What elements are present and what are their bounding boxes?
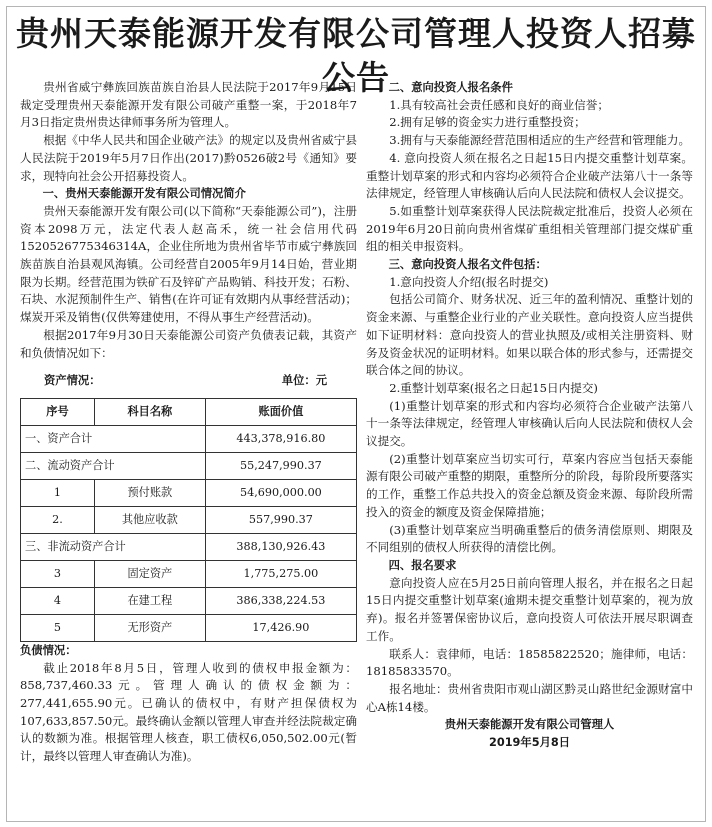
table-row (21, 479, 357, 506)
table-row (21, 425, 357, 452)
notice-title: 贵州天泰能源开发有限公司管理人投资人招募公告 (16, 14, 696, 97)
document-item-body: (2)重整计划草案应当切实可行，草案内容应当包括天泰能源有限公司破产重整的期限，重整所分的阶段，每阶段所要落实的工作，重整工作总共投入的资金总额及资金来源、每阶段所需投入的资金的额度及资金保障措施； (366, 451, 693, 519)
right-column (366, 79, 693, 752)
row-name: 无形资产 (94, 614, 205, 641)
signature-date: 2019年5月8日 (488, 736, 571, 750)
address-paragraph: 报名地址：贵州省贵阳市观山湖区黔灵山路世纪金源财富中心A栋14楼。 (366, 681, 693, 714)
row-name: 固定资产 (94, 560, 205, 587)
column-header-no: 序号 (21, 398, 95, 425)
row-value: 557,990.37 (205, 506, 356, 533)
condition-item: 1.具有较高社会责任感和良好的商业信誉； (389, 97, 609, 112)
document-item-body: (1)重整计划草案的形式和内容均必须符合企业破产法第八十一条等法律规定，经管理人审核确认后向人民法院和债权人会议提交。 (366, 398, 693, 449)
condition-item: 4. 意向投资人须在报名之日起15日内提交重整计划草案。重整计划草案的形式和内容均必须符合企业破产法第八十一条等法律规定，经管理人审核确认后向人民法院和债权人会议提交。 (366, 150, 693, 201)
table-row (21, 587, 357, 614)
asset-table-caption (20, 372, 357, 390)
table-row (21, 506, 357, 533)
asset-label: 资产情况： (44, 374, 101, 388)
section-heading-requirements: 四、报名要求 (388, 558, 457, 572)
row-value: 55,247,990.37 (205, 452, 356, 479)
left-column (20, 79, 357, 766)
row-number: 1 (21, 479, 95, 506)
condition-item: 2.拥有足够的资金实力进行重整投资； (389, 115, 586, 130)
document-item-body: (3)重整计划草案应当明确重整后的债务清偿原则、期限及不同组别的债权人所获得的清偿比例。 (366, 522, 693, 555)
condition-item: 5.如重整计划草案获得人民法院裁定批准后，投资人必须在2019年6月20日前向贵州省煤矿重组相关管理部门提交煤矿重组的相关申报资料。 (366, 203, 693, 254)
row-name: 其他应收款 (94, 506, 205, 533)
requirement-paragraph: 意向投资人应在5月25日前向管理人报名，并在报名之日起15日内提交重整计划草案(逾期未提交重整计划草案的，视为放弃)。报名并签署保密协议后，意向投资人可依法开展尽职调查工作。 (366, 575, 693, 643)
row-name: 预付账款 (94, 479, 205, 506)
contact-paragraph: 联系人：袁律师，电话：18585822520；施律师，电话：18185833570。 (366, 646, 693, 679)
section-heading-company: 一、贵州天泰能源开发有限公司情况简介 (42, 187, 246, 201)
section-heading-conditions: 二、意向投资人报名条件 (388, 81, 513, 94)
row-value: 388,130,926.43 (205, 533, 356, 560)
row-value: 1,775,275.00 (205, 560, 356, 587)
debt-paragraph: 截止2018年8月5日，管理人收到的债权申报金额为：858,737,460.33元。管理人确认的债权金额为：277,441,655.90元。已确认的债权中，有财产担保债权为107,633,857.50元。最终确认金额以管理人审查并经法院裁定确认的数额为准。根据管理人核查，职工债权6,050,502.00元(暂计，最终以管理人审查确认为准)。 (20, 660, 357, 764)
row-number: 3 (21, 560, 95, 587)
condition-item: 3.拥有与天泰能源经营范围相适应的生产经营和管理能力。 (389, 133, 691, 148)
balance-sheet-paragraph: 根据2017年9月30日天泰能源公司资产负债表记载，其资产和负债情况如下： (20, 327, 357, 360)
row-name: 一、资产合计 (21, 425, 206, 452)
company-intro-paragraph: 贵州天泰能源开发有限公司(以下简称“天泰能源公司”)，注册资本2098万元，法定代表人赵高禾，统一社会信用代码1520526775346314A，企业住所地为贵州省毕节市威宁彝族回族苗族自治县观风海镇。公司经营自2005年9月14日始，营业期限为长期。经营范围为铁矿石及锌矿产品购销、科技开发；石粉、石块、水泥预制件生产、销售(在许可证有效期内从事经营活动)；煤炭开采及销售(仅供筹建使用，不得从事生产经营活动)。 (20, 203, 357, 325)
basis-paragraph: 根据《中华人民共和国企业破产法》的规定以及贵州省威宁县人民法院于2019年5月7日作出(2017)黔0526破2号《通知》要求，现特向社会公开招募投资人。 (20, 133, 357, 183)
unit-label: 单位：元 (281, 374, 327, 388)
column-header-value: 账面价值 (205, 398, 356, 425)
table-row (21, 452, 357, 479)
row-number: 5 (21, 614, 95, 641)
row-value: 17,426.90 (205, 614, 356, 641)
debt-label: 负债情况： (20, 643, 77, 657)
row-number: 2. (21, 506, 95, 533)
asset-table (20, 398, 357, 642)
table-row (21, 533, 357, 560)
row-value: 54,690,000.00 (205, 479, 356, 506)
column-header-name: 科目名称 (94, 398, 205, 425)
row-name: 二、流动资产合计 (21, 452, 206, 479)
document-item-title: 2.重整计划草案(报名之日起15日内提交) (389, 380, 598, 395)
table-row (21, 614, 357, 641)
row-name: 在建工程 (94, 587, 205, 614)
signature-organization: 贵州天泰能源开发有限公司管理人 (444, 718, 615, 732)
row-number: 4 (21, 587, 95, 614)
row-value: 443,378,916.80 (205, 425, 356, 452)
document-item-body: 包括公司简介、财务状况、近三年的盈利情况、重整计划的资金来源、与重整企业行业的产业关联性。意向投资人应当提供如下证明材料：意向投资人的营业执照及/或相关注册资料、财务及资金状况的证明材料。如果以联合体的形式参与，还需提交联合体之间的协议。 (366, 292, 693, 378)
table-header-row (21, 398, 357, 425)
table-row (21, 560, 357, 587)
section-heading-documents: 三、意向投资人报名文件包括： (388, 258, 547, 272)
document-item-title: 1.意向投资人介绍(报名时提交) (389, 274, 549, 289)
row-name: 三、非流动资产合计 (21, 533, 206, 560)
intro-paragraph: 贵州省威宁彝族回族苗族自治县人民法院于2017年9月15日裁定受理贵州天泰能源开发有限公司破产重整一案，于2018年7月3日指定贵州贵达律师事务所为管理人。 (20, 80, 357, 130)
row-value: 386,338,224.53 (205, 587, 356, 614)
